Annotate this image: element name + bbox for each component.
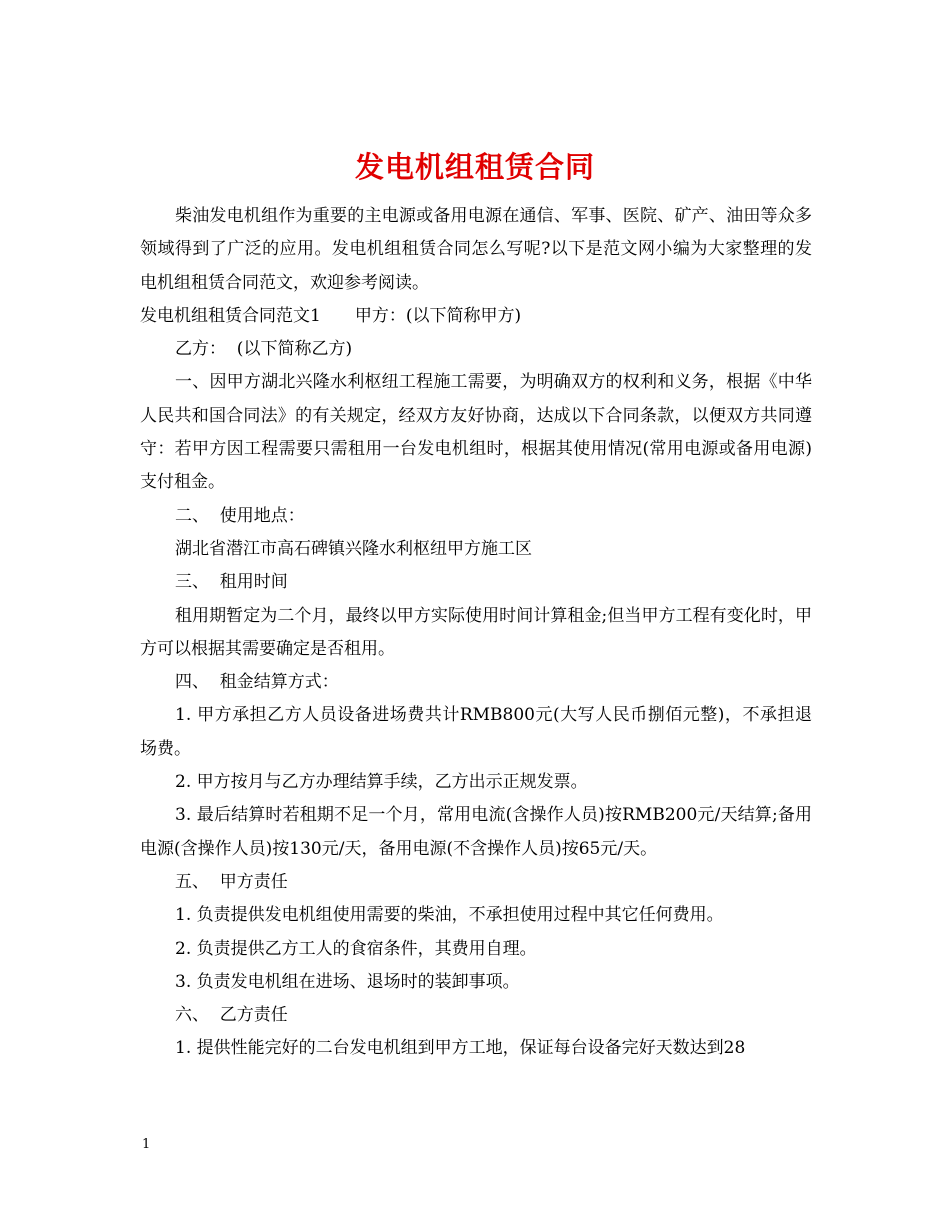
paragraph-location: 湖北省潜江市高石碑镇兴隆水利枢纽甲方施工区 — [175, 538, 532, 559]
paragraph-party-b-duty-1: 1. 提供性能完好的二台发电机组到甲方工地，保证每台设备完好天数达到28 — [175, 1038, 746, 1059]
page-number: 1 — [142, 1137, 151, 1152]
paragraph-party-a: 发电机组租赁合同范文1 甲方：(以下简称甲方) — [140, 305, 522, 326]
paragraph-party-b: 乙方： (以下简称乙方) — [175, 339, 353, 360]
paragraph-clause-1: 一、因甲方湖北兴隆水利枢纽工程施工需要，为明确双方的权利和义务，根据《中华人民共和国合同法》的有关规定，经双方友好协商，达成以下合同条款，以便双方共同遵守：若甲方因工程需要只需租用一台发电机组时，根据其使用情况(常用电源或备用电源)支付租金。 — [140, 372, 812, 493]
document-body — [140, 200, 812, 1066]
heading-payment-method: 四、 租金结算方式： — [175, 672, 339, 693]
heading-party-a-duties: 五、 甲方责任 — [175, 871, 288, 892]
paragraph-payment-2: 2. 甲方按月与乙方办理结算手续，乙方出示正规发票。 — [175, 772, 588, 793]
paragraph-rental-period: 租用期暂定为二个月，最终以甲方实际使用时间计算租金;但当甲方工程有变化时，甲方可以根据其需要确定是否租用。 — [140, 605, 812, 659]
paragraph-party-a-duty-1: 1. 负责提供发电机组使用需要的柴油，不承担使用过程中其它任何费用。 — [175, 905, 724, 926]
paragraph-party-a-duty-2: 2. 负责提供乙方工人的食宿条件，其费用自理。 — [175, 938, 537, 959]
paragraph-payment-1: 1. 甲方承担乙方人员设备进场费共计RMB800元(大写人民币捌佰元整)，不承担退场费。 — [140, 705, 812, 759]
page-title: 发电机组租赁合同 — [354, 150, 595, 185]
paragraph-party-a-duty-3: 3. 负责发电机组在进场、退场时的装卸事项。 — [175, 971, 520, 992]
heading-rental-period: 三、 租用时间 — [175, 572, 288, 593]
heading-usage-location: 二、 使用地点： — [175, 505, 305, 526]
heading-party-b-duties: 六、 乙方责任 — [175, 1005, 288, 1026]
paragraph-intro: 柴油发电机组作为重要的主电源或备用电源在通信、军事、医院、矿产、油田等众多领域得到了广泛的应用。发电机组租赁合同怎么写呢?以下是范文网小编为大家整理的发电机组租赁合同范文，欢迎参考阅读。 — [140, 206, 812, 293]
paragraph-payment-3: 3. 最后结算时若租期不足一个月，常用电流(含操作人员)按RMB200元/天结算;备用电源(含操作人员)按130元/天，备用电源(不含操作人员)按65元/天。 — [140, 805, 812, 859]
